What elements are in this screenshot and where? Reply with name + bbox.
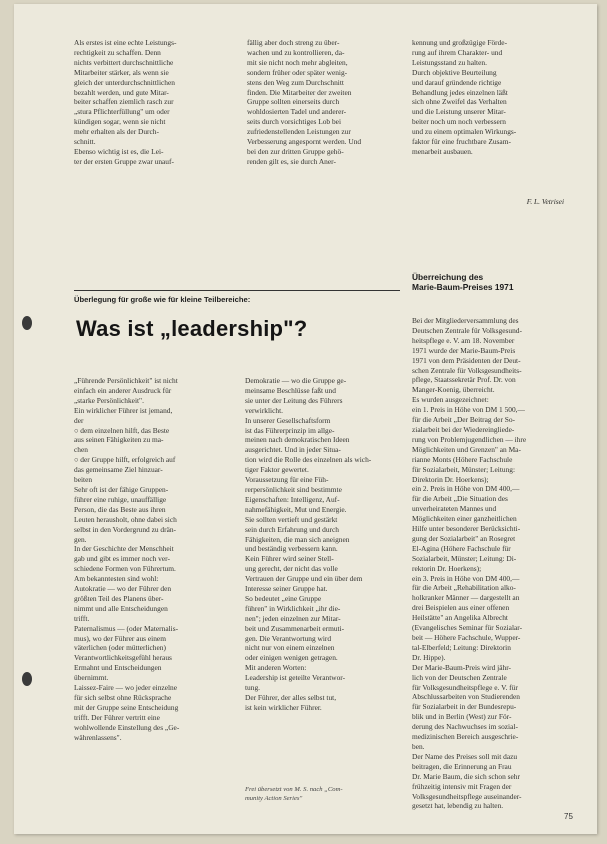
top-column-2: fällig aber doch streng zu über- wachen und zu kontrollieren, da- mit sie nicht noch mehr abgleiten, sondern früher oder später wenig- stens den Weg zum Durchschnitt finden. Die Mitarbeiter der zweiten Gruppe sollten einerseits durch wohldosierten Tadel und anderer- seits durch vorsichtiges Lob bei zufriedenstellenden Leistungen zur Verbesserung angespornt werden. Und bei den zur dritten Gruppe gehö- renden gilt es, sie durch Aner- (247, 38, 362, 166)
top-column-1: Als erstes ist eine echte Leistungs- rechtigkeit zu schaffen. Denn nichts verbittert durchschnittliche Mitarbeiter stärker, als wenn sie gleich der unterdurchschnittlichen bezahlt werden, und gute Mitar- beiter schaffen ziemlich rasch zur „stura Pflichterfüllung" um oder kündigen sogar, wenn sie nicht mehr erhalten als der Durch- schnitt. Ebenso wichtig ist es, die Lei- ter der ersten Gruppe zwar unauf- (74, 38, 177, 166)
article-kicker: Überlegung für große wie für kleine Teilbereiche: (74, 295, 251, 304)
side-article-headline: Überreichung des Marie-Baum-Preises 1971 (412, 272, 514, 292)
article-source-note: Frei übersetzt von M. S. nach „Com- munity Action Series" (245, 786, 343, 802)
article-headline: Was ist „leadership"? (76, 316, 308, 341)
punch-hole (22, 672, 32, 686)
page-number: 75 (564, 812, 573, 821)
article-column-1: „Führende Persönlichkeit" ist nicht einfach ein anderer Ausdruck für „starke Persönlichkeit". Ein wirklicher Führer ist jemand, der ○ dem einzelnen hilft, das Beste aus seinen Fähigkeiten zu ma- chen ○ der Gruppe hilft, erfolgreich auf das gemeinsame Ziel hinzuar- beiten Sehr oft ist der fähige Gruppen- führer eine ruhige, unauffällige Person, die das Beste aus ihren Leuten herausholt, ohne dabei sich selbst in den Vordergrund zu drän- gen. In der Geschichte der Menschheit gab und gibt es immer noch ver- schiedene Formen von Führertum. Am bekanntesten sind wohl: Autokratie — wo der Führer den größten Teil des Planens über- nimmt und alle Entscheidungen trifft. Paternalismus — (oder Maternalis- mus), wo der Führer aus einem väterlichen (oder mütterlichen) Verantwortlichkeitsgefühl heraus Ermahnt und Entscheidungen übernimmt. Laissez-Faire — wo jeder einzelne für sich selbst ohne Rücksprache mit der Gruppe seine Entscheidung trifft. Der Führer vertritt eine wohlwollende Einstellung des „Ge- währenlassens". (74, 376, 180, 742)
top-column-3: kennung und großzügige Förde- rung auf ihrem Charakter- und Leistungsstand zu halten. Durch objektive Beurteilung und darauf gründende richtige Behandlung jedes einzelnen läßt sich ohne Zweifel das Verhalten und die Leistung unserer Mitar- beiter noch um noch verbessern und zu einem optimalen Wirkungs- faktor für eine fruchtbare Zusam- menarbeit ausbauen. (412, 38, 517, 156)
top-article-author: F. L. Vetrisei (526, 197, 564, 206)
document-page (14, 4, 597, 834)
side-article-body: Bei der Mitgliederversammlung des Deutschen Zentrale für Volksgesund- heitspflege e. V. am 18. November 1971 wurde der Marie-Baum-Preis 1971 von dem Präsidenten der Deut- schen Zentrale für Volksgesundheits- pflege, Staatssekretär Prof. Dr. von Manger-Koenig, überreicht. Es wurden ausgezeichnet: ein 1. Preis in Höhe von DM 1 500,— für die Arbeit „Der Beitrag der So- zialarbeit bei der Wiedereingliede- rung von Problemjugendlichen — ihre Möglichkeiten und Grenzen" an Ma- rianne Monts (Höhere Fachschule für Sozialarbeit, Münster; Leitung: Direktorin Dr. Hoerkens); ein 2. Preis in Höhe von DM 400,— für die Arbeit „Die Situation des unverheirateten Mannes und Möglichkeiten einer ganzheitlichen Hilfe unter besonderer Berücksichti- gung der Sozialarbeit" an Rosegret El-Agina (Höhere Fachschule für Sozialarbeit, Münster; Leitung: Di- rektorin Dr. Hoerkens); ein 3. Preis in Höhe von DM 400,— für die Arbeit „Rehabilitation alko- holkranker Männer — dargestellt an drei Beispielen aus einer offenen Heilstätte" an Angelika Albrecht (Evangelisches Seminar für Sozialar- beit — Höhere Fachschule, Wupper- tal-Elberfeld; Leitung: Direktorin Dr. Hippe). Der Marie-Baum-Preis wird jähr- lich von der Deutschen Zentrale für Volksgesundheitspflege e. V. für Abschlussarbeiten von Studierenden für Sozialarbeit in der Bundesrepu- blik und in Berlin (West) zur För- derung des Nachwuchses im sozial- medizinischen Bereich ausgeschrie- ben. Der Name des Preises soll mit dazu beitragen, die Erinnerung an Frau Dr. Marie Baum, die sich schon sehr frühzeitig intensiv mit Fragen der Volksgesundheitspflege auseinander- gesetzt hat, lebendig zu halten. (412, 316, 527, 811)
section-divider (74, 290, 400, 291)
article-column-2: Demokratie — wo die Gruppe ge- meinsame Beschlüsse faßt und sie unter der Leitung des Führers verwirklicht. In unserer Gesellschaftsform ist das Führerprinzip im allge- meinen nach demokratischen Ideen ausgerichtet. Und in jeder Situa- tion wird die Rolle des einzelnen als wich- tiger Faktor gewertet. Voraussetzung für eine Füh- rerpersönlichkeit sind bestimmte Eigenschaften: Intelligenz, Auf- nahmefähigkeit, Mut und Energie. Sie sollten vertieft und gestärkt sein durch Erfahrung und durch Fähigkeiten, die man sich aneignen und beständig verbessern kann. Kein Führer wird seiner Stell- ung gerecht, der nicht das volle Vertrauen der Gruppe und ein über dem Interesse seiner Gruppe hat. So bedeutet „eine Gruppe führen" in Wirklichkeit „ihr die- nen"; jeden einzelnen zur Mitar- beit und Zusammenarbeit ermuti- gen. Die Verantwortung wird nicht nur von einem einzelnen oder einigen wenigen getragen. Mit anderen Worten: Leadership ist geteilte Verantwor- tung. Der Führer, der alles selbst tut, ist kein wirklicher Führer. (245, 376, 372, 712)
punch-hole (22, 316, 32, 330)
